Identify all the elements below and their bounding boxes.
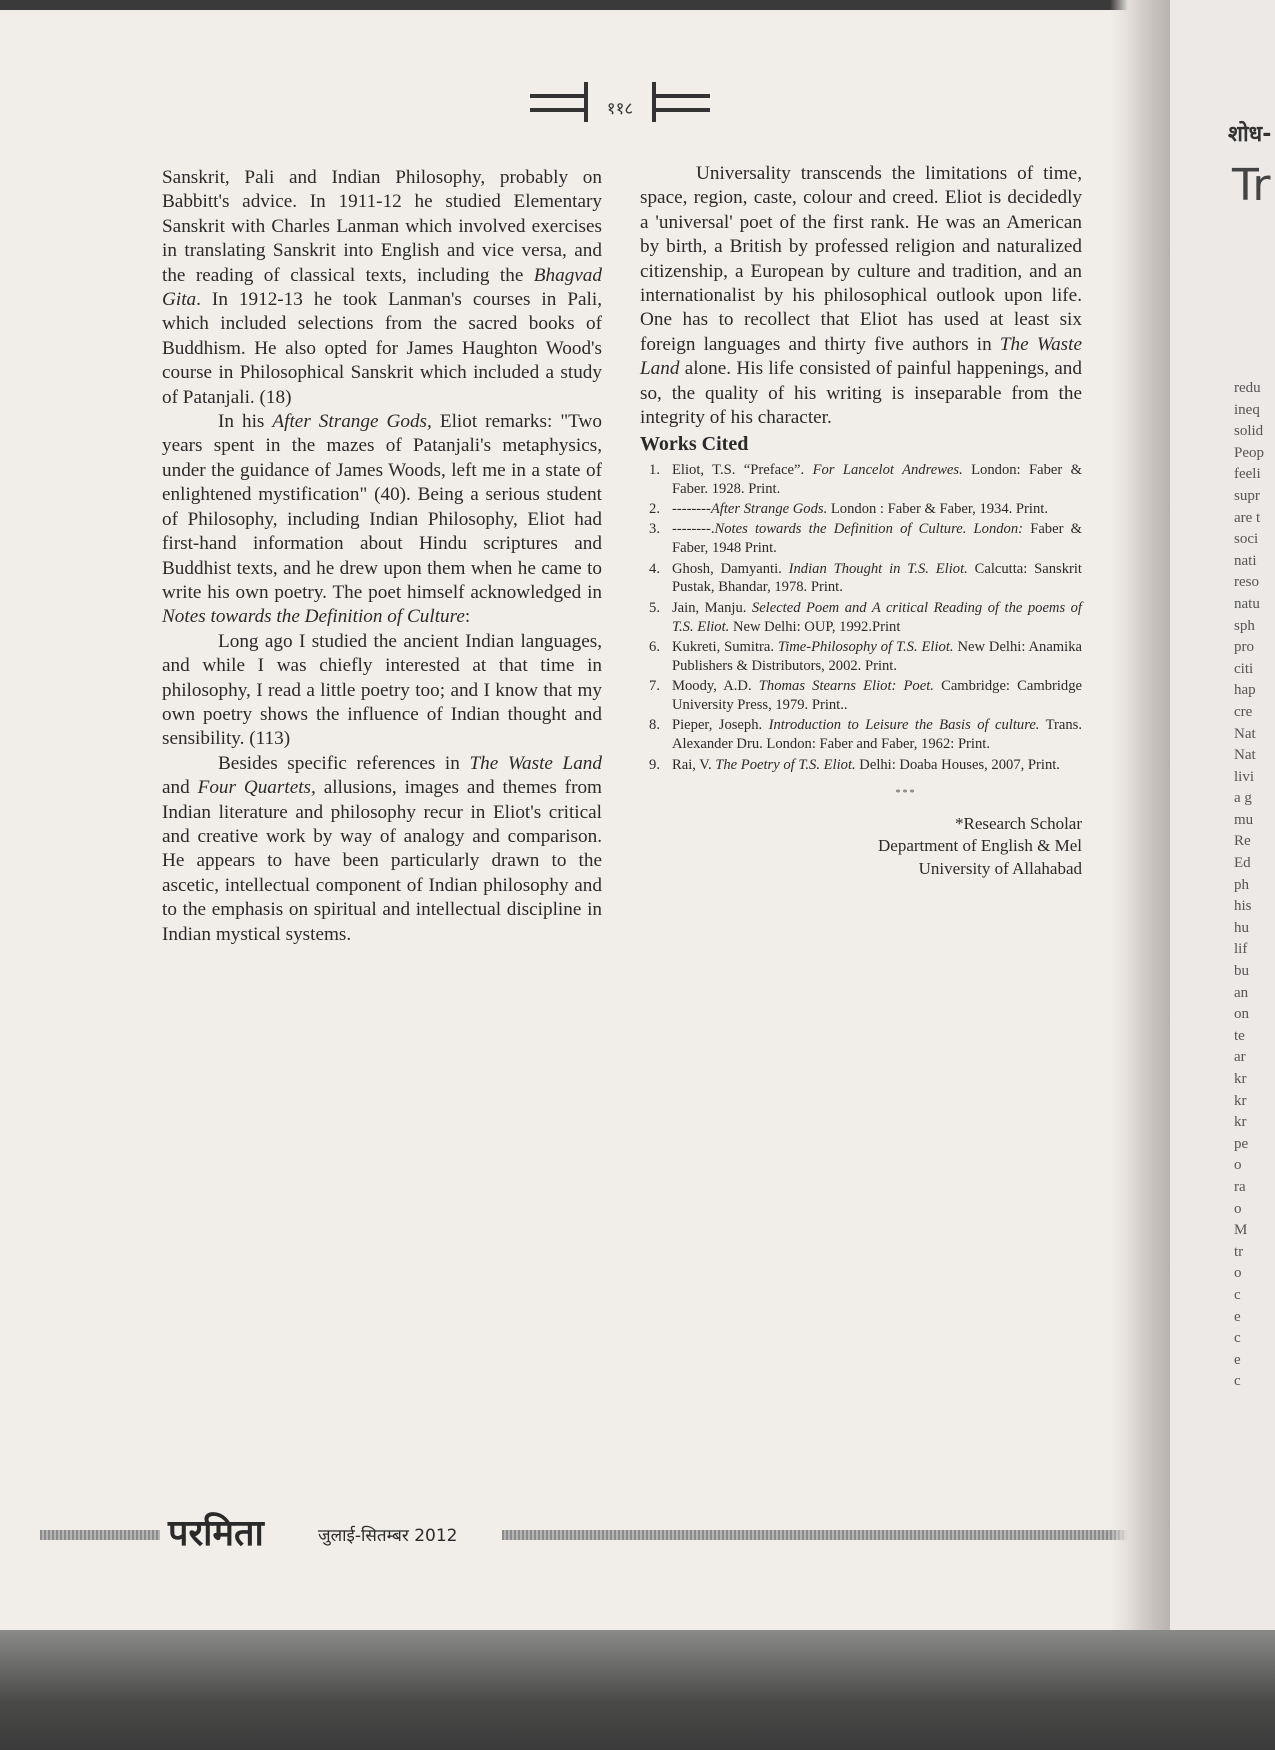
adjacent-line-fragment: Peop <box>1234 444 1264 461</box>
text-run: Pieper, Joseph. <box>672 717 769 734</box>
text-run: --------. <box>672 521 715 538</box>
adjacent-line-fragment: bu <box>1234 963 1249 980</box>
text-run: New Delhi: OUP, 1992.Print <box>729 618 901 635</box>
right-column <box>640 162 1082 880</box>
adjacent-line-fragment: are t <box>1234 509 1261 526</box>
entry-number: 7. <box>649 678 660 695</box>
italic-title: After Strange Gods, <box>272 411 432 433</box>
adjacent-line-fragment: mu <box>1234 811 1254 828</box>
page-number-ornament <box>530 76 710 136</box>
adjacent-line-fragment: e <box>1234 1308 1241 1325</box>
italic-title: After Strange Gods. <box>710 501 828 518</box>
paragraph <box>162 630 602 752</box>
adjacent-line-fragment: hu <box>1234 919 1249 936</box>
scan-bottom-edge <box>0 1630 1275 1750</box>
adjacent-line-fragment: ineq <box>1234 401 1260 418</box>
adjacent-line-fragment: supr <box>1234 487 1260 504</box>
text-run: London : Faber & Faber, 1934. Print. <box>827 501 1048 518</box>
italic-title: Indian Thought in T.S. Eliot. <box>788 560 968 577</box>
adjacent-line-fragment: Ed <box>1234 855 1251 872</box>
text-run: In his <box>218 411 273 433</box>
works-cited-entry <box>640 500 1082 519</box>
text-run: . In 1912-13 he took Lanman's courses in Pali, which included selections from the sacred books of Buddhism. He also opted for James Haughton Wood's course in Philosophical Sanskrit which included a study of Patanjali. (18) <box>162 289 602 408</box>
text-run: Delhi: Doaba Houses, 2007, Print. <box>855 756 1060 773</box>
text-run: alone. His life consisted of painful happenings, and so, the quality of his writing is inseparable from the integrity of his character. <box>640 358 1082 429</box>
italic-title: Notes towards the Definition of Culture <box>162 606 465 628</box>
entry-number: 2. <box>649 501 660 518</box>
adjacent-line-fragment: ph <box>1234 876 1249 893</box>
adjacent-line-fragment: M <box>1234 1222 1248 1239</box>
italic-title: Thomas Stearns Eliot: Poet. <box>758 678 934 695</box>
adjacent-line-fragment: ar <box>1234 1049 1246 1066</box>
adjacent-line-fragment: kr <box>1234 1071 1247 1087</box>
entry-number: 9. <box>649 756 660 773</box>
paragraph <box>162 166 602 410</box>
adjacent-line-fragment: citi <box>1234 660 1254 677</box>
adjacent-line-fragment: soci <box>1234 531 1259 548</box>
text-run: allusions, images and themes from Indian literature and philosophy recur in Eliot's critical and creative work by way of analogy and comparison. He appears to have been particularly drawn to the ascetic, intellectual component of Indian philosophy and to the emphasis on spiritual and intellectual discipline in Indian mystical systems. <box>162 777 602 945</box>
works-cited-entry <box>640 560 1082 598</box>
paragraph <box>162 410 602 630</box>
entry-number: 6. <box>649 639 660 656</box>
adjacent-line-fragment: livi <box>1234 768 1255 785</box>
italic-title: Notes towards the Definition of Culture. London: <box>714 521 1023 538</box>
author-line: *Research Scholar <box>955 813 1082 833</box>
text-run: London: Faber & Faber. 1928. Print. <box>672 461 1082 497</box>
text-run: Long ago I studied the ancient Indian languages, and while I was chiefly interested at that time in philosophy, I read a little poetry too; and I know that my own poetry shows the influence of Indian thought and sensibility. (113) <box>162 630 602 750</box>
adjacent-line-fragment: o <box>1234 1200 1242 1217</box>
works-cited-entry <box>640 638 1082 676</box>
works-cited-entry <box>640 520 1082 558</box>
left-column <box>162 166 602 947</box>
italic-title: The Waste Land <box>640 333 1082 380</box>
text-run: Rai, V. <box>672 756 716 773</box>
entry-number: 1. <box>649 461 660 478</box>
issue-date: जुलाई-सितम्बर 2012 <box>318 1526 458 1546</box>
adjacent-line-fragment: nati <box>1234 552 1257 569</box>
italic-title: Bhagvad Gita <box>162 264 602 311</box>
text-run: New Delhi: Anamika Publishers & Distributors, 2002. Print. <box>672 639 1082 674</box>
text-run: Jain, Manju. <box>672 599 752 616</box>
adjacent-line-fragment: pe <box>1234 1135 1249 1152</box>
adjacent-line-fragment: solid <box>1234 423 1264 440</box>
adjacent-line-fragment: feeli <box>1234 466 1261 483</box>
italic-title: The Waste Land <box>469 752 602 774</box>
author-affiliation <box>640 813 1082 880</box>
works-cited-list <box>640 461 1082 775</box>
text-run: : <box>464 606 471 628</box>
adjacent-line-fragment: sph <box>1234 617 1255 634</box>
adjacent-line-fragment: a g <box>1234 790 1252 807</box>
works-cited-heading: Works Cited <box>640 433 749 456</box>
adjacent-page-title: Tr <box>1232 160 1271 211</box>
adjacent-line-fragment: ra <box>1234 1178 1246 1195</box>
scan-top-edge <box>0 0 1275 10</box>
text-run: Sanskrit, Pali and Indian Philosophy, probably on Babbitt's advice. In 1911-12 he studied Elementary Sanskrit with Charles Lanman which involved exercises in translating Sanskrit into English and vice versa, and the reading of classical texts, including the <box>162 167 602 286</box>
text-run: Moody, A.D. <box>672 678 759 695</box>
page-number: ११८ <box>606 99 634 119</box>
adjacent-line-fragment: lif <box>1234 941 1248 958</box>
adjacent-line-fragment: o <box>1234 1265 1242 1282</box>
adjacent-line-fragment: redu <box>1234 380 1261 396</box>
adjacent-line-fragment: e <box>1234 1351 1241 1368</box>
text-run: Trans. Alexander Dru. London: Faber and Faber, 1962: Print. <box>672 717 1082 753</box>
adjacent-line-fragment: reso <box>1234 574 1259 591</box>
adjacent-page-header: शोध- <box>1228 122 1272 147</box>
italic-title: Time-Philosophy of T.S. Eliot. <box>777 639 954 656</box>
adjacent-line-fragment: on <box>1234 1006 1249 1023</box>
adjacent-line-fragment: Nat <box>1234 747 1256 764</box>
text-run: -------- <box>672 501 711 518</box>
text-run: Eliot remarks: "Two years spent in the mazes of Patanjali's metaphysics, under the guidance of James Woods, left me in a state of enlightened mystification" (40). Being a serious student of Philosophy, including Indian Philosophy, Eliot had first-hand information about Hindu scriptures and Buddhist texts, and he drew upon them when he came to write his own poetry. The poet himself acknowledged in <box>162 411 602 603</box>
adjacent-line-fragment: c <box>1234 1373 1241 1390</box>
adjacent-page-text <box>1234 378 1275 1393</box>
text-run: Cambridge: Cambridge University Press, 1979. Print.. <box>672 678 1082 713</box>
works-cited-entry <box>640 677 1082 715</box>
text-run: and <box>162 777 198 799</box>
entry-number: 5. <box>649 599 660 616</box>
adjacent-line-fragment: natu <box>1234 595 1260 612</box>
journal-name: परमिता <box>168 1513 264 1554</box>
adjacent-line-fragment: pro <box>1234 639 1254 656</box>
adjacent-line-fragment: kr <box>1234 1114 1247 1131</box>
footer-band-left <box>40 1530 160 1540</box>
text-run: Ghosh, Damyanti. <box>672 560 789 577</box>
italic-title: Introduction to Leisure the Basis of culture. <box>768 717 1040 734</box>
adjacent-line-fragment: o <box>1234 1157 1242 1174</box>
works-cited-entry <box>640 461 1082 499</box>
right-column-body <box>640 162 1082 430</box>
adjacent-page <box>1170 0 1275 1630</box>
author-line: University of Allahabad <box>918 858 1082 878</box>
adjacent-line-fragment: Re <box>1234 833 1251 850</box>
adjacent-line-fragment: an <box>1234 984 1249 1001</box>
works-cited-entry <box>640 756 1082 775</box>
adjacent-line-fragment: cre <box>1234 703 1253 720</box>
text-run: Universality transcends the limitations of time, space, region, caste, colour and creed. Eliot is decidedly a 'universal' poet of the first rank. He was an American by birth, a British by professed religion and naturalized citizenship, a European by culture and tradition, and an internationalist by his philosophical outlook upon life. One has to recollect that Eliot has used at least six foreign languages and thirty five authors in <box>640 163 1082 355</box>
paragraph <box>162 752 602 947</box>
footer-band-right <box>502 1530 1170 1540</box>
text-run: Besides specific references in <box>218 752 470 774</box>
entry-number: 4. <box>649 560 660 577</box>
adjacent-line-fragment: c <box>1234 1286 1241 1303</box>
entry-number: 8. <box>649 717 660 734</box>
italic-title: For Lancelot Andrewes. <box>812 461 963 478</box>
text-run: Eliot, T.S. “Preface”. <box>672 461 813 478</box>
italic-title: Selected Poem and A critical Reading of the poems of T.S. Eliot. <box>672 599 1082 635</box>
adjacent-line-fragment: te <box>1234 1027 1245 1044</box>
entry-number: 3. <box>649 521 660 538</box>
separator-asterisks: *** <box>895 788 917 800</box>
book-spine-shadow <box>1110 0 1170 1630</box>
text-run: Kukreti, Sumitra. <box>672 639 778 656</box>
paragraph <box>640 162 1082 430</box>
works-cited-entry <box>640 716 1082 754</box>
adjacent-line-fragment: his <box>1234 898 1252 915</box>
text-run: Calcutta: Sanskrit Pustak, Bhandar, 1978. Print. <box>672 560 1082 596</box>
author-line: Department of English & Mel <box>878 836 1082 856</box>
page-footer <box>40 1511 1170 1557</box>
adjacent-line-fragment: kr <box>1234 1092 1247 1109</box>
adjacent-line-fragment: Nat <box>1234 725 1256 742</box>
works-cited-entry <box>640 599 1082 637</box>
italic-title: Four Quartets, <box>197 777 316 799</box>
adjacent-line-fragment: hap <box>1234 682 1256 699</box>
italic-title: The Poetry of T.S. Eliot. <box>715 756 856 773</box>
text-run: Faber & Faber, 1948 Print. <box>672 521 1082 557</box>
adjacent-line-fragment: tr <box>1234 1243 1244 1260</box>
adjacent-line-fragment: c <box>1234 1330 1241 1347</box>
